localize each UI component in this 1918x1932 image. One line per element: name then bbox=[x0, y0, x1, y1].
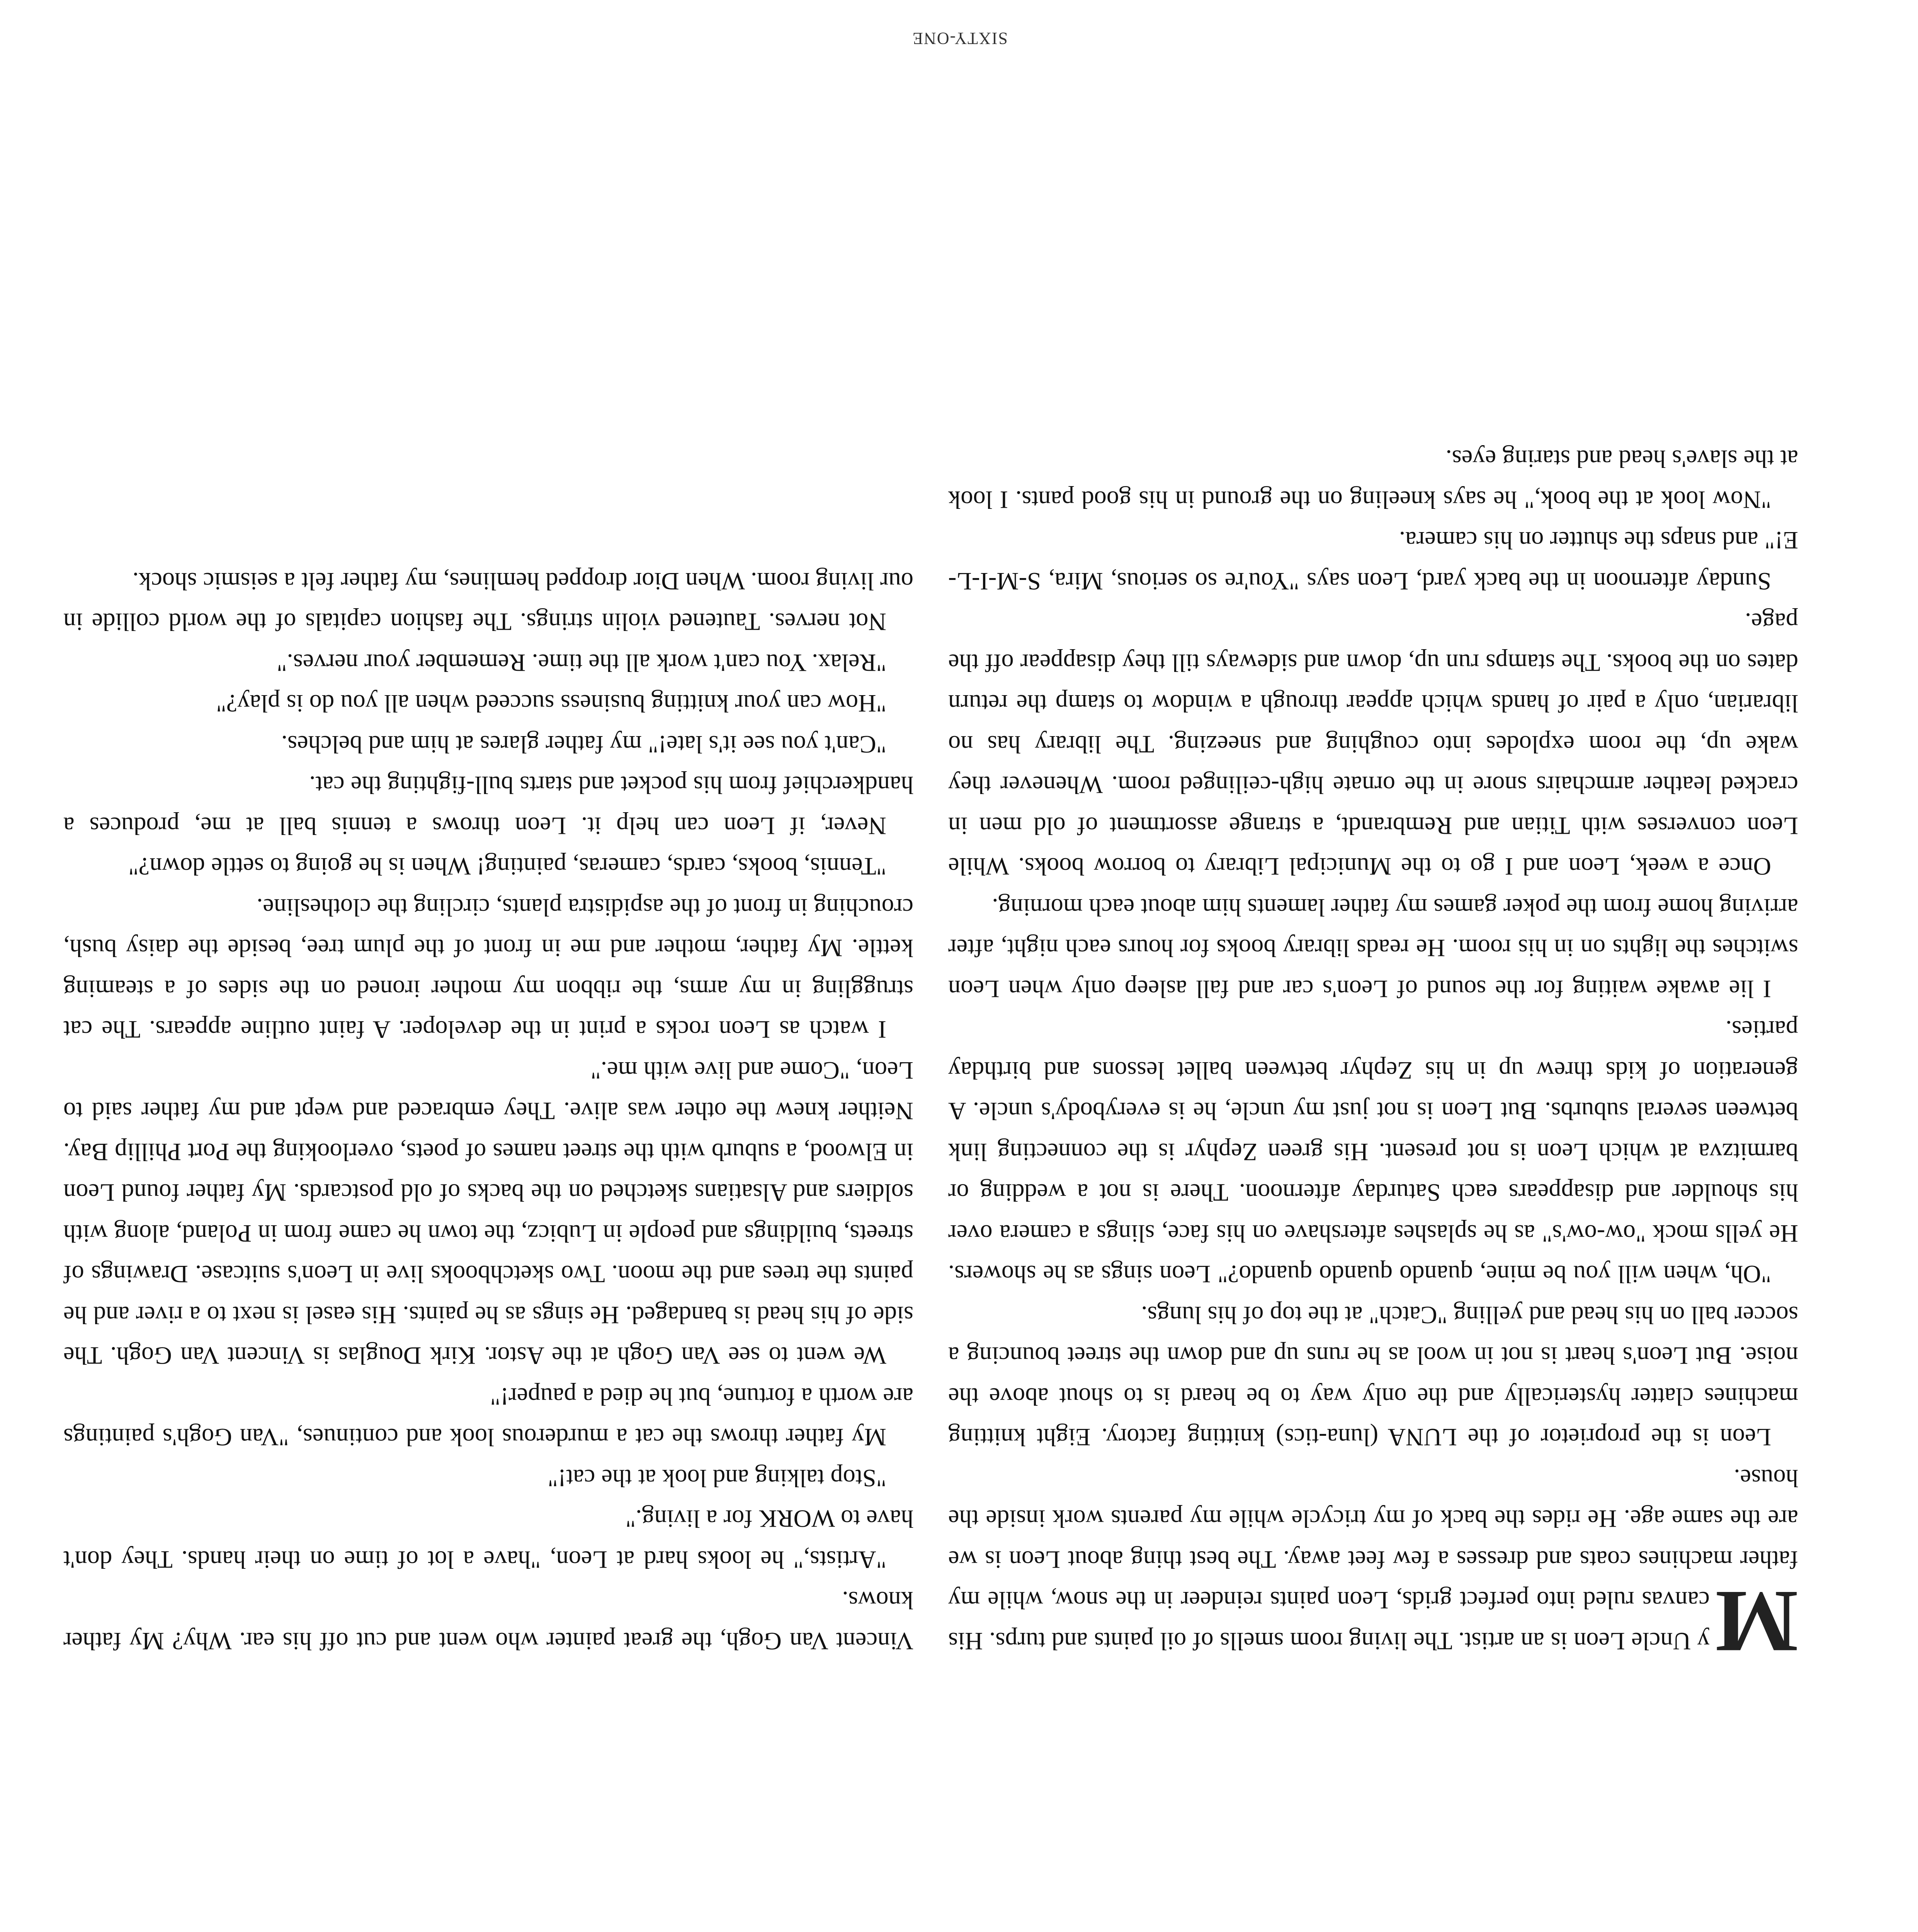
paragraph: "Now look at the book," he says kneeling on the ground in his good pants. I look at the slave's head and staring eyes. bbox=[948, 445, 1798, 514]
paragraph: "Can't you see it's late!" my father glares at him and belches. bbox=[281, 731, 886, 758]
right-text-column bbox=[63, 66, 913, 1662]
paragraph: Vincent Van Gogh, the great painter who went and cut off his ear. Why? My father knows. bbox=[63, 1587, 913, 1655]
paragraph: Once a week, Leon and I go to the Municipal Library to borrow books. While Leon converses with Titian and Rembrandt, a strange assortment of old men in cracked leather armchairs snore in the ornate high-ceilinged room. Whenever they wake up, the room explodes into coughing and sneezing. The library has no librarian, only a pair of hands which appear through a window to stamp the return dates on the books. The stamps run up, down and sideways till they disappear off the page. bbox=[948, 608, 1798, 881]
paragraph: "How can your knitting business succeed when all you do is play?" bbox=[216, 690, 886, 718]
paragraph: "Tennis, books, cards, cameras, painting! When is he going to settle down?" bbox=[128, 853, 886, 881]
paragraph-text: y Uncle Leon is an artist. The living room smells of oil paints and turps. His canvas ruled into perfect grids, Leon paints reindeer in the snow, while my father machines coats and dresses a few feet away. The best thing about Leon is we are the same age. He rides the back of my tricycle while my parents work inside the house. bbox=[948, 1464, 1798, 1655]
paragraph: We went to see Van Gogh at the Astor. Kirk Douglas is Vincent Van Gogh. The side of his head is bandaged. He sings as he paints. His easel is next to a river and he paints the trees and the moon. Two sketchbooks live in Leon's suitcase. Drawings of streets, buildings and people in Lubicz, the town he came from in Poland, along with soldiers and Alsatians sketched on the backs of old postcards. My father found Leon in Elwood, a suburb with the street names of poets, overlooking the Port Phillip Bay. Neither knew the other was alive. They embraced and wept and my father said to Leon, "Come and live with me." bbox=[63, 1057, 913, 1370]
paragraph: My father throws the cat a murderous look and continues, "Van Gogh's paintings are worth a fortune, but he died a pauper!" bbox=[63, 1383, 913, 1451]
paragraph: Never, if Leon can help it. Leon throws a tennis ball at me, produces a handkerchief from his pocket and starts bull-fighting the cat. bbox=[63, 771, 913, 840]
paragraph: Leon is the proprietor of the LUNA (luna-tics) knitting factory. Eight knitting machines clatter hysterically and the only way to be heard is to shout above the noise. But Leon's heart is not in wool as he runs up and down the street bouncing a soccer ball on his head and yelling "Catch" at the top of his lungs. bbox=[948, 1301, 1798, 1451]
paragraph: I lie awake waiting for the sound of Leon's car and fall asleep only when Leon switches the lights on in his room. He reads library books for hours each night, after arriving home from the poker games my father laments him about each morning. bbox=[948, 894, 1798, 1003]
drop-cap: M bbox=[1714, 1573, 1798, 1671]
paragraph: "Artists," he looks hard at Leon, "have a lot of time on their hands. They don't have to WORK for a living." bbox=[63, 1505, 913, 1573]
paragraph: "Relax. You can't work all the time. Remember your nerves." bbox=[277, 649, 886, 677]
paragraph bbox=[948, 1458, 1798, 1671]
paragraph: "Oh, when will you be mine, quando quando quando?" Leon sings as he showers. He yells mock "ow-ow's" as he splashes aftershave on his face, slings a camera over his shoulder and disappears each Saturday afternoon. There is not a wedding or barmitzva at which Leon is not present. His green Zephyr is the connecting link between several suburbs. But Leon is not just my uncle, he is everybody's uncle. A generation of kids threw up in his Zephyr between ballet lessons and birthday parties. bbox=[948, 1016, 1798, 1288]
paragraph: Sunday afternoon in the back yard, Leon says "You're so serious, Mira, S-M-I-L-E!" and snaps the shutter on his camera. bbox=[948, 527, 1798, 595]
paragraph: "Stop talking and look at the cat!" bbox=[548, 1464, 886, 1492]
paragraph: Not nerves. Tautened violin strings. The fashion capitals of the world collide in our living room. When Dior dropped hemlines, my father felt a seismic shock. bbox=[63, 568, 913, 636]
page-number: SIXTY-ONE bbox=[912, 29, 1008, 48]
paragraph: I watch as Leon rocks a print in the developer. A faint outline appears. The cat struggling in my arms, the ribbon my mother ironed on the sides of a steaming kettle. My father, mother and me in front of the plum tree, beside the daisy bush, crouching in front of the aspidistra plants, circling the clothesline. bbox=[63, 894, 913, 1044]
left-text-column bbox=[948, 66, 1798, 1671]
